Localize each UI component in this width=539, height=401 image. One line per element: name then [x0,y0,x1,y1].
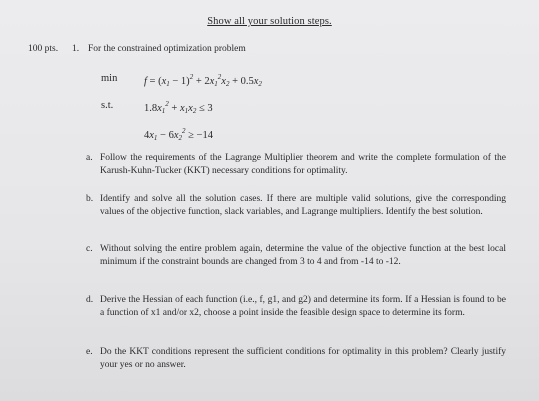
part-d-text: Derive the Hessian of each function (i.e., f, g1, and g2) and determine its form. If a Hessian is found to be a function of x1 and/or x2, choose a point inside the feasible design space to determine its form. [100,295,506,318]
part-e [86,346,506,371]
part-b-letter: b. [86,194,94,204]
part-c-letter: c. [86,244,93,254]
part-b-text: Identify and solve all the solution cases. If there are multiple valid solutions, give the corresponding values of the objective function, slack variables, and Lagrange multipliers. Identify the best solution. [100,194,506,217]
instruction-header: Show all your solution steps. [207,16,332,27]
constraint-g1: $1.8x_1^2 + x_1x_2 \le 3$ [144,100,213,115]
part-a-letter: a. [86,153,93,163]
question-number: 1. [72,44,80,54]
objective-function: $f = (x_1 - 1)^2 + 2x_1^2x_2 + 0.5x_2$ [144,73,262,88]
part-a [86,152,506,177]
question-intro: For the constrained optimization problem [88,44,246,54]
subject-to-label: s.t. [101,100,114,111]
part-d [86,294,506,319]
part-a-text: Follow the requirements of the Lagrange Multiplier theorem and write the complete formulation of the Karush-Kuhn-Tucker (KKT) necessary conditions for optimality. [100,153,506,176]
constraint-g2: $4x_1 - 6x_2^2 \ge -14$ [144,127,213,142]
question-points: 100 pts. [28,44,59,54]
part-d-letter: d. [86,295,94,305]
part-e-letter: e. [86,347,93,357]
part-c-text: Without solving the entire problem again, determine the value of the objective function at the best local minimum if the constraint bounds are changed from 3 to 4 and from -14 to -12. [100,244,506,267]
min-label: min [101,73,118,84]
part-c [86,243,506,268]
part-b [86,193,506,218]
part-e-text: Do the KKT conditions represent the sufficient conditions for optimality in this problem? Clearly justify your yes or no answer. [100,347,506,370]
